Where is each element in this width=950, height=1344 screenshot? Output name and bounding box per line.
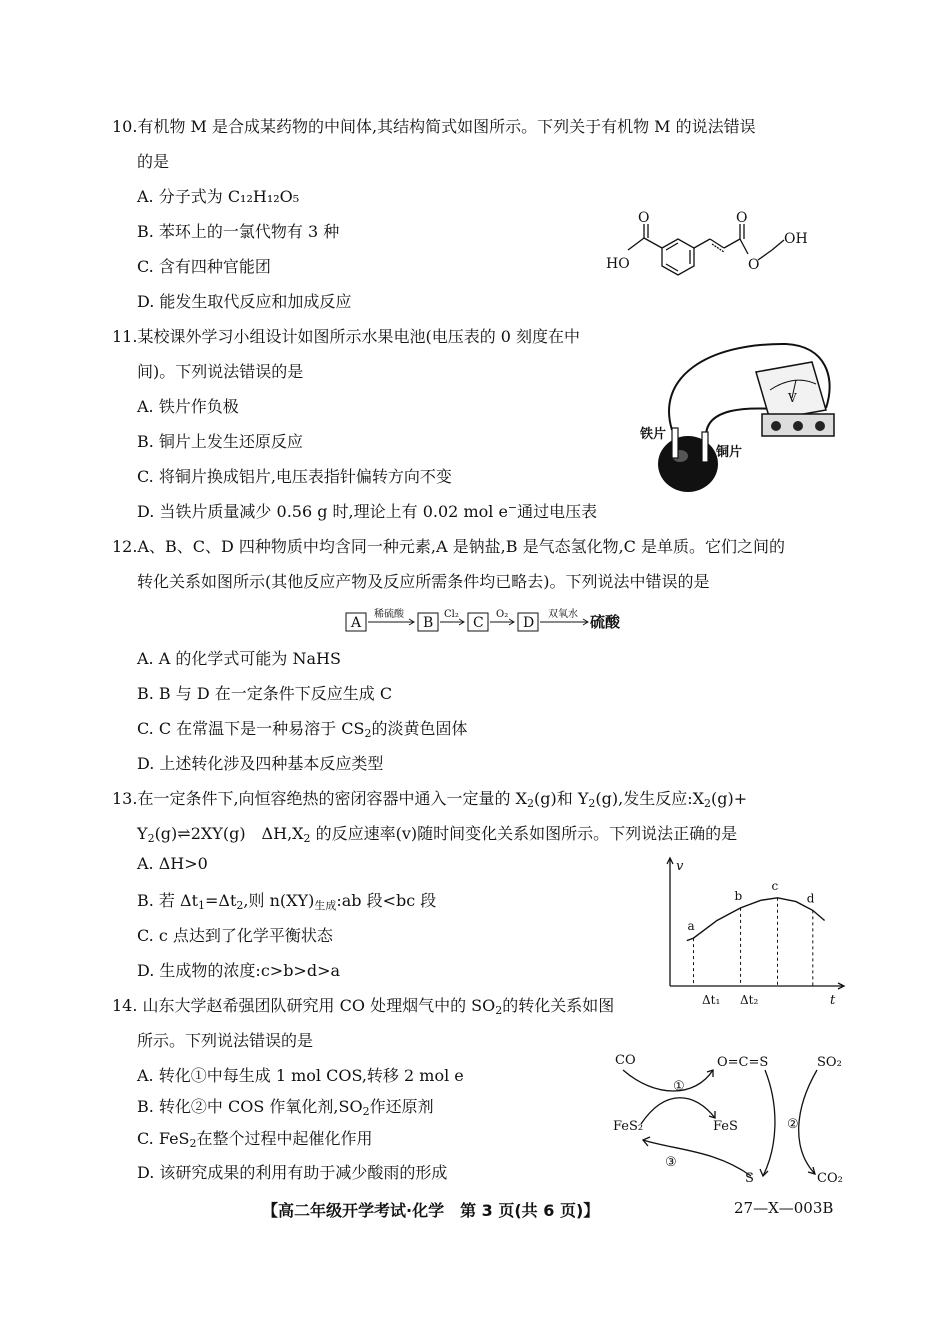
q10-option-b: B. 苯环上的一氯代物有 3 种: [137, 222, 340, 241]
scheme-c: C: [473, 615, 484, 631]
q10-stem: 10.有机物 M 是合成某药物的中间体,其结构简式如图所示。下列关于有机物 M 的说法错误: [112, 117, 756, 136]
scheme-b: B: [423, 615, 434, 631]
fruit-icon: [658, 436, 718, 492]
q14-step3: ③: [665, 1155, 677, 1170]
scheme-reagent-3: O₂: [496, 609, 509, 620]
q12-stem: 12.A、B、C、D 四种物质中均含同一种元素,A 是钠盐,B 是气态氢化物,C 是单质。它们之间的: [112, 537, 785, 556]
q14-cycle-diagram: [605, 1048, 850, 1188]
q11-option-c: C. 将铜片换成铝片,电压表指针偏转方向不变: [137, 467, 452, 486]
q13-option-d: D. 生成物的浓度:c>b>d>a: [137, 961, 341, 980]
q11-stem: 11.某校课外学习小组设计如图所示水果电池(电压表的 0 刻度在中: [112, 327, 581, 346]
q10-oh-label: OH: [784, 231, 808, 247]
q10-option-a: A. 分子式为 C₁₂H₁₂O₅: [137, 187, 300, 206]
q12-option-c: C. C 在常温下是一种易溶于 $CS_2$的淡黄色固体: [137, 719, 468, 740]
chart-point-label-c: c: [771, 878, 779, 893]
q14-option-c: C. FeS$_2$在整个过程中起催化作用: [137, 1129, 373, 1150]
chart-y-axis-label: v: [676, 859, 684, 874]
q12-conversion-scheme: [344, 600, 634, 636]
q10-o2-label: O: [736, 210, 748, 226]
q11-stem-cont: 间)。下列说法错误的是: [137, 362, 304, 381]
q14-fes: FeS: [713, 1119, 738, 1134]
q10-ho-label: HO: [606, 256, 630, 272]
q11-fruit-battery-figure: [636, 338, 846, 498]
q14-option-b: B. 转化②中 COS 作氧化剂$,SO_2$作还原剂: [137, 1097, 434, 1118]
scheme-end-product: 硫酸: [590, 613, 621, 631]
q14-fes2: FeS₂: [613, 1119, 644, 1134]
q10-stem-cont: 的是: [137, 152, 170, 171]
chart-interval-2: Δt₂: [740, 993, 759, 1007]
iron-sheet-label: 铁片: [640, 427, 667, 442]
chart-point-label-a: a: [687, 919, 695, 934]
q12-option-d: D. 上述转化涉及四种基本反应类型: [137, 754, 384, 773]
benzene-ring: [662, 239, 694, 275]
scheme-d: D: [523, 615, 535, 631]
q13-option-b: B. 若 $\Delta t_1=\Delta t_2$,则 $n(XY)_{生成}:ab$ 段<bc 段: [137, 891, 437, 912]
q10-o1-label: O: [638, 210, 650, 226]
q10-structure-figure: [600, 210, 810, 290]
scheme-a: A: [351, 615, 362, 631]
scheme-reagent-4: 双氧水: [548, 609, 578, 620]
q12-option-b: B. B 与 D 在一定条件下反应生成 C: [137, 684, 393, 703]
chart-x-axis-label: t: [830, 993, 836, 1008]
q11-option-d: D. 当铁片质量减少 0.56 g 时,理论上有 0.02 mol e−通过电压表: [137, 501, 598, 521]
chart-interval-1: Δt₁: [702, 993, 721, 1007]
q14-co2: CO₂: [817, 1171, 843, 1186]
q13-stem-cont: $Y_2(g)\rightleftharpoons 2XY(g)$ $\Delta H,X_2$ 的反应速率(v)随时间变化关系如图所示。下列说法正确的是: [137, 824, 738, 845]
q13-option-c: C. c 点达到了化学平衡状态: [137, 926, 333, 945]
q14-option-d: D. 该研究成果的利用有助于减少酸雨的形成: [137, 1163, 448, 1182]
q11-option-b: B. 铜片上发生还原反应: [137, 432, 303, 451]
q13-option-a: A. ΔH>0: [137, 854, 208, 873]
q10-ester-o-label: O: [748, 257, 760, 273]
q10-option-c: C. 含有四种官能团: [137, 257, 271, 276]
page-footer: 【高二年级开学考试·化学 第 3 页(共 6 页)】: [262, 1201, 600, 1220]
scheme-reagent-2: Cl₂: [444, 609, 459, 620]
chart-rate-curve: [687, 898, 825, 941]
q10-option-d: D. 能发生取代反应和加成反应: [137, 292, 352, 311]
q14-ocs: O=C=S: [717, 1055, 769, 1070]
q14-step2: ②: [787, 1117, 799, 1132]
copper-electrode-icon: [702, 432, 708, 462]
chart-point-label-b: b: [734, 888, 743, 903]
copper-sheet-label: 铜片: [716, 445, 743, 460]
q14-s: S: [745, 1171, 754, 1186]
q12-option-a: A. A 的化学式可能为 NaHS: [137, 649, 341, 668]
exam-code: 27—X—003B: [734, 1199, 834, 1217]
q12-stem-cont: 转化关系如图所示(其他反应产物及反应所需条件均已略去)。下列说法中错误的是: [137, 572, 710, 591]
q14-co: CO: [615, 1053, 636, 1068]
q13-stem: 13.在一定条件下,向恒容绝热的密闭容器中通入一定量的 $X_2(g)$和 $Y_2(g)$,发生反应$:X_2(g)+$: [112, 789, 748, 810]
q14-option-a: A. 转化①中每生成 1 mol COS,转移 2 mol e: [137, 1066, 464, 1085]
scheme-reagent-1: 稀硫酸: [374, 609, 404, 620]
q14-so2: SO₂: [817, 1055, 842, 1070]
q14-step1: ①: [673, 1079, 685, 1094]
voltmeter-v-label: V: [788, 391, 797, 405]
chart-point-label-d: d: [806, 891, 815, 906]
q11-option-a: A. 铁片作负极: [137, 397, 239, 416]
iron-electrode-icon: [672, 428, 678, 458]
q13-rate-time-chart: [650, 852, 850, 1012]
q14-stem: 14. 山东大学赵希强团队研究用 CO 处理烟气中的 $SO_2$的转化关系如图: [112, 996, 615, 1017]
q14-stem-cont: 所示。下列说法错误的是: [137, 1031, 314, 1050]
